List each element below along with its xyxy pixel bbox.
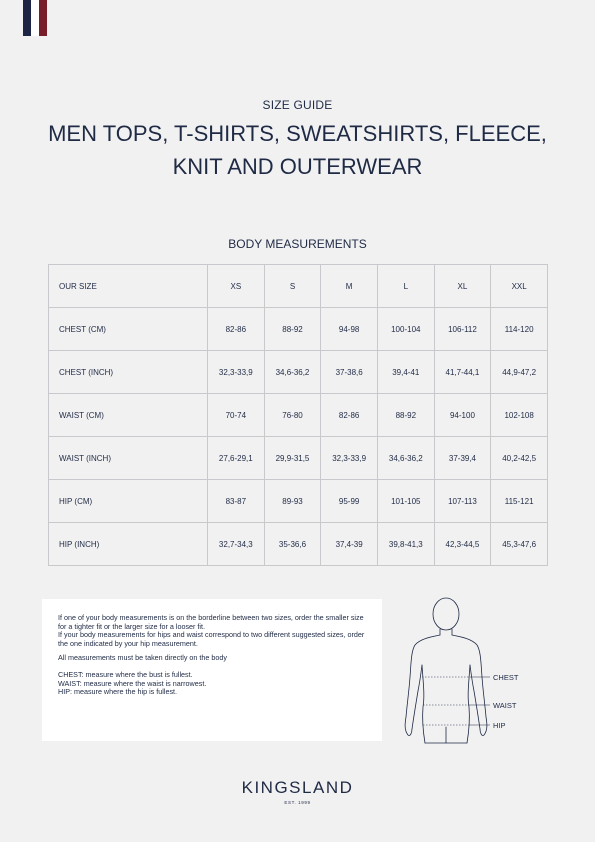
table-cell: 88-92 xyxy=(377,394,434,437)
table-cell: 76-80 xyxy=(264,394,321,437)
table-cell: 32,7-34,3 xyxy=(208,523,265,566)
row-label: WAIST (CM) xyxy=(49,394,208,437)
table-cell: 82-86 xyxy=(321,394,378,437)
table-cell: 94-98 xyxy=(321,308,378,351)
table-cell: 35-36,6 xyxy=(264,523,321,566)
table-cell: 34,6-36,2 xyxy=(377,437,434,480)
size-header: XL xyxy=(434,265,491,308)
row-label: CHEST (CM) xyxy=(49,308,208,351)
chest-label: CHEST xyxy=(493,673,519,682)
title-line-1: MEN TOPS, T-SHIRTS, SWEATSHIRTS, FLEECE, xyxy=(48,121,547,146)
table-row xyxy=(49,437,548,480)
table-cell: 102-108 xyxy=(491,394,548,437)
table-cell: 70-74 xyxy=(208,394,265,437)
table-cell: 44,9-47,2 xyxy=(491,351,548,394)
table-header-row xyxy=(49,265,548,308)
table-row xyxy=(49,480,548,523)
size-header: XXL xyxy=(491,265,548,308)
table-cell: 114-120 xyxy=(491,308,548,351)
size-guide-kicker: SIZE GUIDE xyxy=(262,98,333,112)
hip-label: HIP xyxy=(493,721,506,730)
waist-definition: WAIST: measure where the waist is narrowest. xyxy=(58,678,207,688)
table-row xyxy=(49,308,548,351)
flag-stripe-red xyxy=(39,0,47,36)
page-title xyxy=(20,117,575,183)
table-cell: 37-38,6 xyxy=(321,351,378,394)
note-hips-waist: If your body measurements for hips and waist correspond to two different suggested sizes, order the one indicated by your hip measurement. xyxy=(58,630,365,648)
flag-stripe-navy xyxy=(23,0,31,36)
hip-definition: HIP: measure where the hip is fullest. xyxy=(58,687,178,697)
brand-stripe-flag xyxy=(23,0,47,36)
table-row xyxy=(49,351,548,394)
table-cell: 34,6-36,2 xyxy=(264,351,321,394)
waist-label: WAIST xyxy=(493,701,517,710)
table-cell: 32,3-33,9 xyxy=(208,351,265,394)
brand-est: EST. 1999 xyxy=(284,800,311,805)
table-cell: 82-86 xyxy=(208,308,265,351)
size-header: M xyxy=(321,265,378,308)
table-cell: 39,4-41 xyxy=(377,351,434,394)
table-cell: 83-87 xyxy=(208,480,265,523)
table-cell: 37-39,4 xyxy=(434,437,491,480)
table-cell: 101-105 xyxy=(377,480,434,523)
note-on-body: All measurements must be taken directly on the body xyxy=(58,653,227,663)
table-cell: 106-112 xyxy=(434,308,491,351)
chest-definition: CHEST: measure where the bust is fullest. xyxy=(58,669,193,679)
table-cell: 39,8-41,3 xyxy=(377,523,434,566)
table-cell: 27,6-29,1 xyxy=(208,437,265,480)
table-cell: 100-104 xyxy=(377,308,434,351)
size-header: XS xyxy=(208,265,265,308)
row-label: HIP (INCH) xyxy=(49,523,208,566)
table-cell: 41,7-44,1 xyxy=(434,351,491,394)
table-cell: 94-100 xyxy=(434,394,491,437)
measurement-notes-box xyxy=(42,599,382,741)
flag-stripe-white xyxy=(31,0,39,36)
corner-label: OUR SIZE xyxy=(49,265,208,308)
table-cell: 32,3-33,9 xyxy=(321,437,378,480)
table-row xyxy=(49,394,548,437)
table-cell: 45,3-47,6 xyxy=(491,523,548,566)
table-heading: BODY MEASUREMENTS xyxy=(228,237,367,251)
table-cell: 89-93 xyxy=(264,480,321,523)
row-label: WAIST (INCH) xyxy=(49,437,208,480)
row-label: CHEST (INCH) xyxy=(49,351,208,394)
table-cell: 107-113 xyxy=(434,480,491,523)
table-row xyxy=(49,523,548,566)
row-label: HIP (CM) xyxy=(49,480,208,523)
note-borderline: If one of your body measurements is on the borderline between two sizes, order the smaller size for a tighter fit or the larger size for a looser fit. xyxy=(58,613,364,631)
title-line-2: KNIT AND OUTERWEAR xyxy=(172,154,423,179)
table-cell: 29,9-31,5 xyxy=(264,437,321,480)
table-cell: 95-99 xyxy=(321,480,378,523)
table-cell: 37,4-39 xyxy=(321,523,378,566)
body-measurements-table xyxy=(48,264,548,566)
table-cell: 42,3-44,5 xyxy=(434,523,491,566)
table-cell: 88-92 xyxy=(264,308,321,351)
table-cell: 115-121 xyxy=(491,480,548,523)
brand-logo: KINGSLAND xyxy=(241,778,354,797)
size-header: L xyxy=(377,265,434,308)
size-header: S xyxy=(264,265,321,308)
table-cell: 40,2-42,5 xyxy=(491,437,548,480)
body-figure xyxy=(398,595,528,750)
